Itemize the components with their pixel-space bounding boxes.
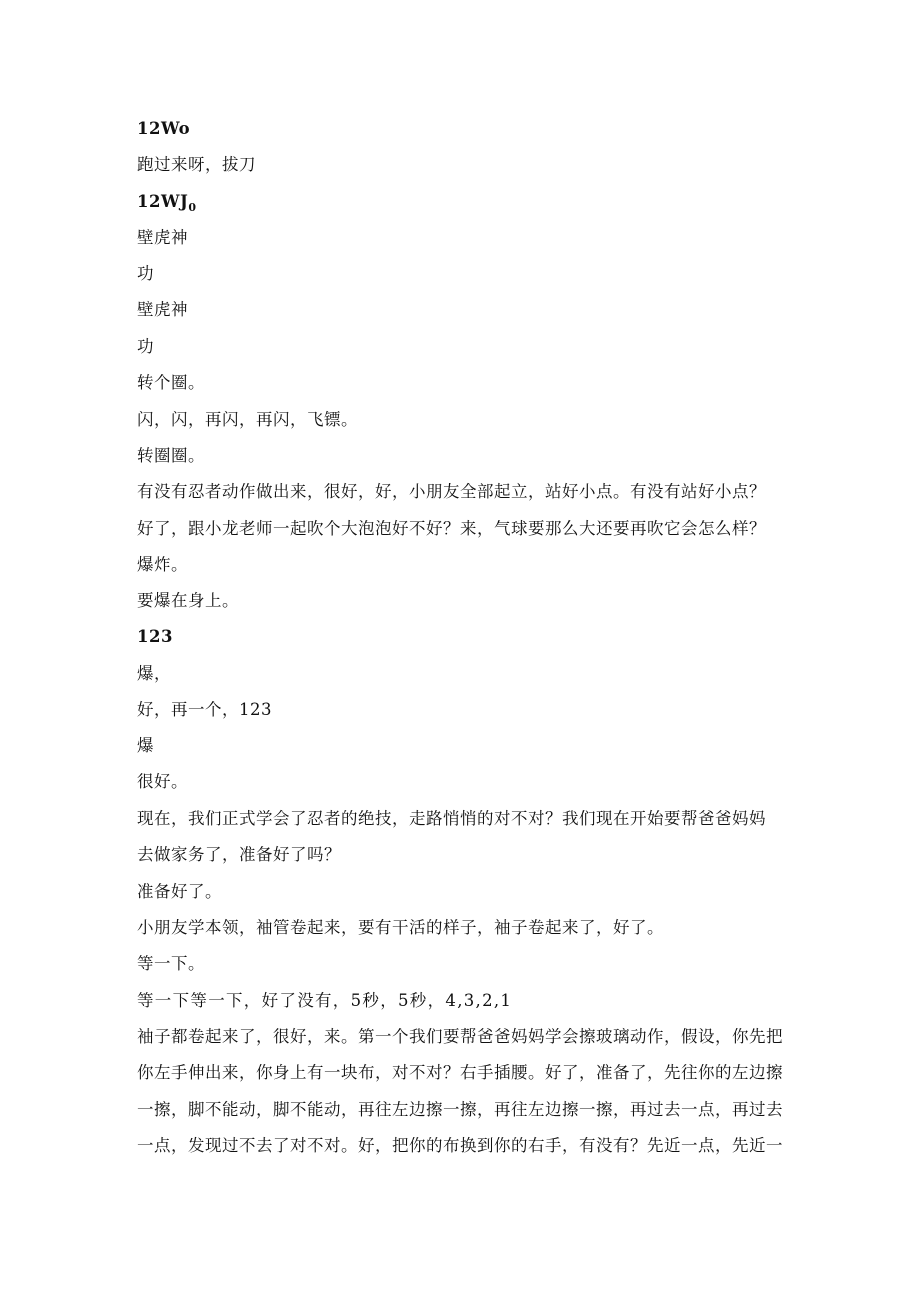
text-line: 一擦，脚不能动，脚不能动，再往左边擦一擦，再往左边擦一擦，再过去一点，再过去 [137, 1100, 783, 1119]
text-line: 现在，我们正式学会了忍者的绝技，走路悄悄的对不对？我们现在开始要帮爸爸妈妈 [137, 809, 766, 828]
text-line: 很好。 [137, 772, 188, 791]
text-line: 跑过来呀，拔刀 [137, 155, 256, 174]
text-line: 爆， [137, 664, 171, 683]
text-line: 有没有忍者动作做出来，很好，好，小朋友全部起立，站好小点。有没有站好小点？ [137, 482, 766, 501]
text-line: 好了，跟小龙老师一起吹个大泡泡好不好？来，气球要那么大还要再吹它会怎么样？ [137, 519, 766, 538]
text-line: 袖子都卷起来了，很好，来。第一个我们要帮爸爸妈妈学会擦玻璃动作，假设，你先把 [137, 1027, 783, 1046]
text-line: 要爆在身上。 [137, 591, 239, 610]
text-line: 一点，发现过不去了对不对。好，把你的布换到你的右手，有没有？先近一点，先近一 [137, 1136, 783, 1155]
text-line: 爆炸。 [137, 555, 188, 574]
subscript-fragment: 0 [188, 201, 197, 214]
text-line: 爆 [137, 736, 154, 755]
text-fragment: 12WJ [137, 192, 189, 211]
text-line: 你左手伸出来，你身上有一块布，对不对？右手插腰。好了，准备了，先往你的左边擦 [137, 1063, 783, 1082]
text-line: 去做家务了，准备好了吗？ [137, 845, 341, 864]
text-line: 123 [137, 627, 173, 646]
text-line: 功 [137, 264, 154, 283]
text-line: 壁虎神 [137, 228, 188, 247]
text-line: 等一下等一下，好了没有，5秒，5秒，4,3,2,1 [137, 991, 513, 1010]
text-line-with-subscript [137, 192, 196, 218]
text-line: 转圈圈。 [137, 446, 205, 465]
text-line: 等一下。 [137, 954, 205, 973]
text-line: 功 [137, 337, 154, 356]
text-line: 壁虎神 [137, 300, 188, 319]
text-line: 准备好了。 [137, 882, 222, 901]
text-line: 好，再一个，123 [137, 700, 272, 719]
text-line: 12Wo [137, 119, 191, 138]
text-line: 闪，闪，再闪，再闪，飞镖。 [137, 410, 358, 429]
text-line: 转个圈。 [137, 373, 205, 392]
text-line: 小朋友学本领，袖管卷起来，要有干活的样子，袖子卷起来了，好了。 [137, 918, 664, 937]
